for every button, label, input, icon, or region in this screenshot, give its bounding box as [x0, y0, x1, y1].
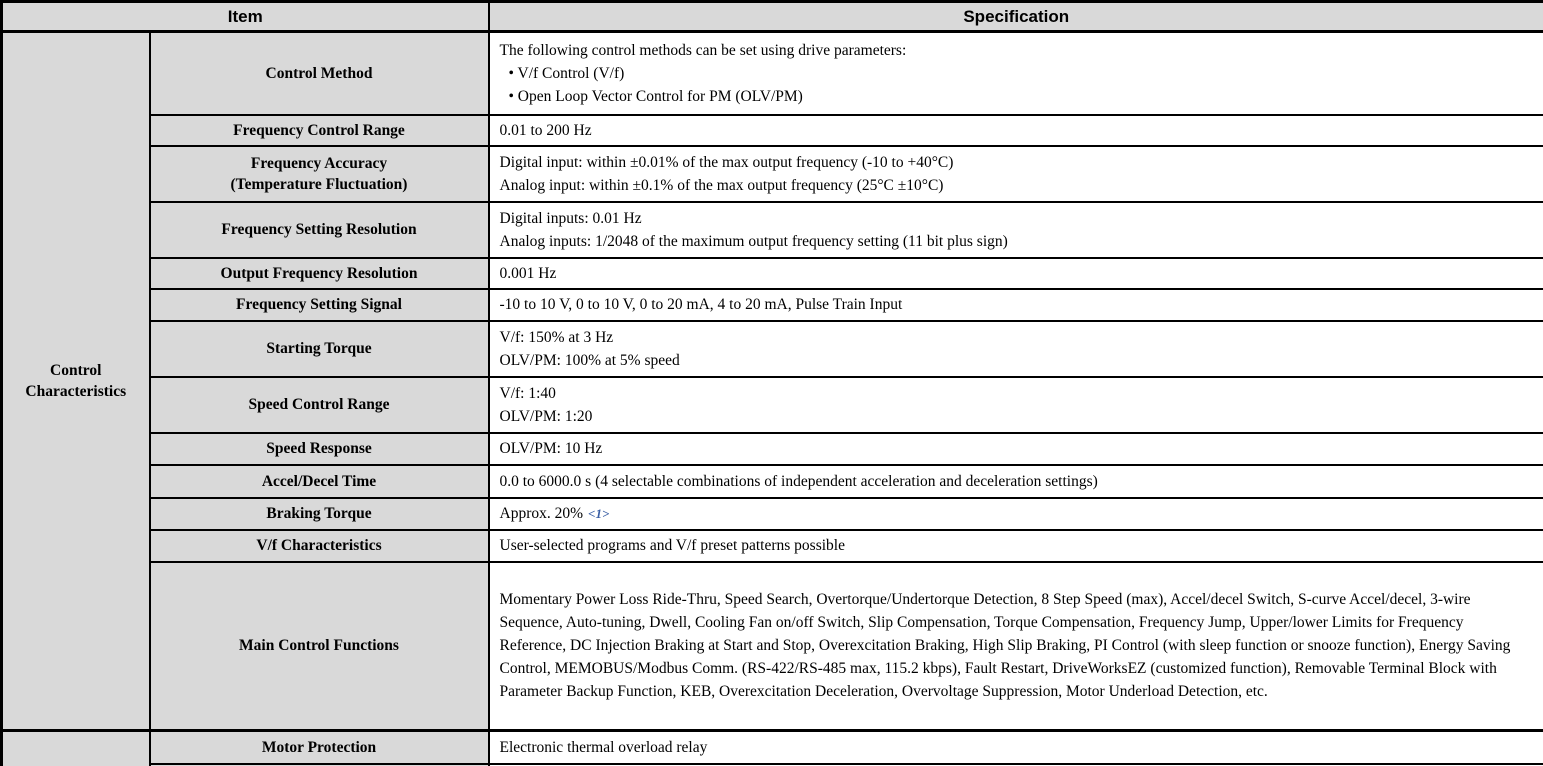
item-label-speed-response: Speed Response	[150, 433, 489, 465]
spec-line: Digital inputs: 0.01 Hz	[499, 209, 642, 227]
spec-braking-torque	[489, 498, 1543, 530]
spec-line: Digital input: within ±0.01% of the max output frequency (-10 to +40°C)	[499, 153, 954, 171]
table-header-row	[2, 2, 1543, 32]
column-header-specification: Specification	[489, 2, 1543, 32]
row-output-frequency-resolution	[2, 258, 1543, 289]
spec-control-method	[489, 32, 1543, 115]
spec-line: User-selected programs and V/f preset patterns possible	[499, 537, 845, 554]
spec-speed-control-range	[489, 377, 1543, 433]
spec-line: OLV/PM: 1:20	[499, 407, 593, 425]
spec-line: OLV/PM: 100% at 5% speed	[499, 351, 680, 369]
row-starting-torque	[2, 321, 1543, 377]
spec-bullet-line: • V/f Control (V/f)	[508, 64, 625, 82]
spec-speed-response	[489, 433, 1543, 465]
item-label-frequency-setting-signal: Frequency Setting Signal	[150, 289, 489, 321]
row-accel-decel-time	[2, 465, 1543, 498]
spec-line: V/f: 150% at 3 Hz	[499, 328, 614, 346]
row-frequency-setting-resolution	[2, 202, 1543, 258]
spec-bullet-line: • Open Loop Vector Control for PM (OLV/PM)	[508, 87, 803, 105]
spec-frequency-setting-signal	[489, 289, 1543, 321]
spec-output-frequency-resolution	[489, 258, 1543, 289]
spec-line: -10 to 10 V, 0 to 10 V, 0 to 20 mA, 4 to 20 mA, Pulse Train Input	[499, 296, 903, 313]
row-vf-characteristics	[2, 530, 1543, 562]
item-label-control-method: Control Method	[150, 32, 489, 115]
spec-vf-characteristics	[489, 530, 1543, 562]
item-label-accel-decel-time: Accel/Decel Time	[150, 465, 489, 498]
column-header-item: Item	[2, 2, 489, 32]
item-label-line: (Temperature Fluctuation)	[230, 175, 408, 193]
item-label-line: Frequency Accuracy	[250, 154, 388, 172]
item-label-braking-torque: Braking Torque	[150, 498, 489, 530]
spec-line	[500, 502, 1534, 525]
spec-frequency-setting-resolution	[489, 202, 1543, 258]
spec-text: Approx. 20%	[499, 505, 584, 522]
item-label-output-frequency-resolution: Output Frequency Resolution	[150, 258, 489, 289]
spec-line: Analog inputs: 1/2048 of the maximum output frequency setting (11 bit plus sign)	[499, 232, 1008, 250]
spec-starting-torque	[489, 321, 1543, 377]
spec-motor-protection	[489, 731, 1543, 764]
row-group-control-characteristics: Control Characteristics	[2, 32, 150, 731]
spec-line: Momentary Power Loss Ride-Thru, Speed Search, Overtorque/Undertorque Detection, 8 Step Speed (max), Accel/decel Switch, S-curve Accel/decel, 3-wire Sequence, Auto-tuning, Dwell, Cooling Fan on/off Switch, Slip Compensation, Torque Compensation, Frequency Jump, Upper/lower Limits for Frequency Reference, DC Injection Braking at Start and Stop, Overexcitation Braking, High Slip Braking, PI Control (with sleep function or snooze function), Energy Saving Control, MEMOBUS/Modbus Comm. (RS-422/RS-485 max, 115.2 kbps), Fault Restart, DriveWorksEZ (customized function), Removable Terminal Block with Parameter Backup Function, KEB, Overexcitation Deceleration, Overvoltage Suppression, Motor Underload Detection, etc.	[499, 591, 1511, 701]
row-main-control-functions	[2, 562, 1543, 731]
spec-main-control-functions	[489, 562, 1543, 731]
item-label-starting-torque: Starting Torque	[150, 321, 489, 377]
row-frequency-setting-signal	[2, 289, 1543, 321]
item-label-frequency-setting-resolution: Frequency Setting Resolution	[150, 202, 489, 258]
spec-frequency-accuracy	[489, 146, 1543, 202]
spec-frequency-control-range	[489, 115, 1543, 146]
spec-line: Analog input: within ±0.1% of the max output frequency (25°C ±10°C)	[499, 176, 944, 194]
item-label-frequency-accuracy	[150, 146, 489, 202]
row-motor-protection	[2, 731, 1543, 764]
item-label-vf-characteristics: V/f Characteristics	[150, 530, 489, 562]
spec-line: V/f: 1:40	[499, 384, 556, 402]
spec-line: Electronic thermal overload relay	[499, 738, 708, 756]
spec-line: 0.001 Hz	[499, 264, 557, 282]
row-speed-control-range	[2, 377, 1543, 433]
item-label-frequency-control-range: Frequency Control Range	[150, 115, 489, 146]
spec-line: 0.0 to 6000.0 s (4 selectable combinations of independent acceleration and deceleration settings)	[499, 472, 1098, 490]
row-speed-response	[2, 433, 1543, 465]
row-braking-torque	[2, 498, 1543, 530]
item-label-speed-control-range: Speed Control Range	[150, 377, 489, 433]
row-control-method	[2, 32, 1543, 115]
spec-accel-decel-time	[489, 465, 1543, 498]
row-frequency-control-range	[2, 115, 1543, 146]
item-label-main-control-functions: Main Control Functions	[150, 562, 489, 731]
spec-line: 0.01 to 200 Hz	[499, 121, 592, 139]
row-frequency-accuracy	[2, 146, 1543, 202]
spec-line: The following control methods can be set using drive parameters:	[499, 41, 907, 59]
item-label-motor-protection: Motor Protection	[150, 731, 489, 764]
spec-line: OLV/PM: 10 Hz	[499, 440, 603, 457]
row-group-protection-functions	[2, 731, 150, 766]
footnote-link-1[interactable]: <1>	[588, 506, 610, 521]
